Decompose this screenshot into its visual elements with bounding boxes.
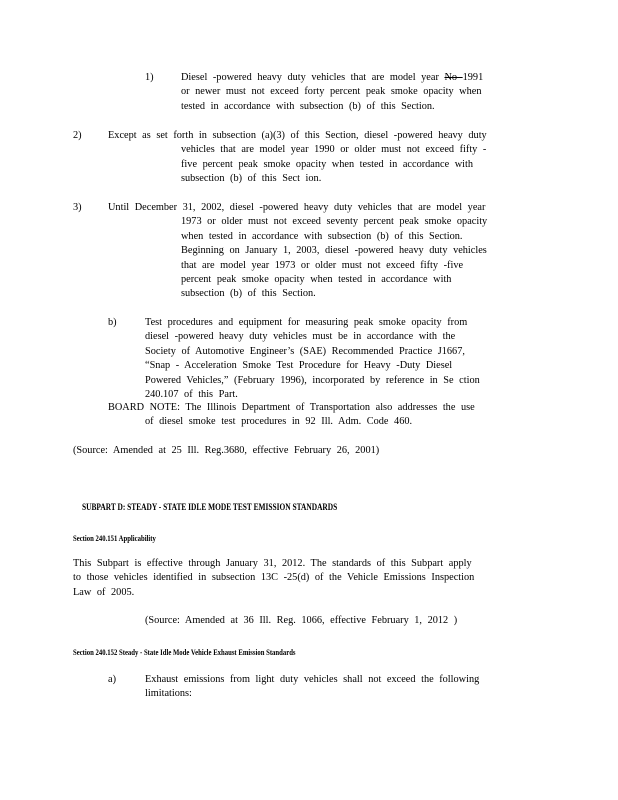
paragraph-1-line-1: Diesel -powered heavy duty vehicles that are model year No 1991 — [181, 72, 484, 83]
board-note — [108, 401, 475, 430]
paragraph-1-line-3: tested in accordance with subsection (b) of this Section. — [181, 100, 435, 112]
source-note-2: (Source: Amended at 36 Ill. Reg. 1066, effective February 1, 2012 ) — [145, 615, 458, 626]
item-label-b: b) — [108, 317, 117, 328]
paragraph-a — [145, 673, 479, 702]
paragraph-b-line-6: 240.107 of this Part. — [145, 389, 238, 401]
paragraph-2-line-3: five percent peak smoke opacity when tested in accordance with — [181, 158, 474, 170]
section-240-151-heading: Section 240.151 Applicability — [73, 533, 156, 543]
paragraph-a-line-2: limitations: — [145, 688, 192, 700]
paragraph-b-line-3: Society of Automotive Engineer’s (SAE) Recommended Practice J1667, — [145, 345, 465, 357]
section-240-152-heading: Section 240.152 Steady - State Idle Mode Vehicle Exhaust Emission Standards — [73, 647, 296, 657]
paragraph-2-line-4: subsection (b) of this Sect ion. — [181, 173, 322, 185]
paragraph-3-line-3: when tested in accordance with subsection (b) of this Section. — [181, 230, 463, 242]
item-label-a: a) — [108, 674, 116, 685]
paragraph-3 — [108, 201, 487, 302]
applicability-line-1: This Subpart is effective through January 31, 2012. The standards of this Subpart apply — [73, 558, 472, 569]
paragraph-b — [145, 316, 480, 402]
paragraph-b-line-2: diesel -powered heavy duty vehicles must be in accordance with the — [145, 331, 456, 343]
paragraph-3-line-2: 1973 or older must not exceed seventy percent peak smoke opacity — [181, 216, 488, 228]
source-note-1: (Source: Amended at 25 Ill. Reg.3680, effective February 26, 2001) — [73, 445, 380, 456]
paragraph-b-line-4: “Snap - Acceleration Smoke Test Procedure for Heavy -Duty Diesel — [145, 360, 453, 372]
applicability-line-2: to those vehicles identified in subsection 13C -25(d) of the Vehicle Emissions Inspection — [73, 572, 475, 584]
item-label-1: 1) — [145, 72, 154, 83]
paragraph-3-line-6: percent peak smoke opacity when tested in accordance with — [181, 274, 452, 286]
paragraph-a-line-1: Exhaust emissions from light duty vehicles shall not exceed the following — [145, 674, 480, 685]
paragraph-2 — [108, 129, 487, 187]
paragraph-3-line-5: that are model year 1973 or older must not exceed fifty -five — [181, 259, 464, 271]
paragraph-1 — [181, 71, 483, 114]
board-note-line-1: BOARD NOTE: The Illinois Department of Transportation also addresses the use — [108, 402, 475, 413]
board-note-line-2: of diesel smoke test procedures in 92 Ill. Adm. Code 460. — [145, 416, 413, 428]
applicability-line-3: Law of 2005. — [73, 586, 135, 598]
paragraph-1-line-2: or newer must not exceed forty percent peak smoke opacity when — [181, 86, 482, 98]
item-label-2: 2) — [73, 130, 82, 141]
paragraph-3-line-1: Until December 31, 2002, diesel -powered heavy duty vehicles that are model year — [108, 202, 486, 213]
applicability-paragraph — [73, 557, 474, 600]
paragraph-b-line-1: Test procedures and equipment for measuring peak smoke opacity from — [145, 317, 468, 328]
paragraph-3-line-4: Beginning on January 1, 2003, diesel -powered heavy duty vehicles — [181, 245, 487, 257]
paragraph-3-line-7: subsection (b) of this Section. — [181, 288, 316, 300]
paragraph-2-line-2: vehicles that are model year 1990 or older must not exceed fifty - — [181, 144, 487, 156]
struck-text: No — [444, 72, 463, 83]
paragraph-2-line-1: Except as set forth in subsection (a)(3) of this Section, diesel -powered heavy duty — [108, 130, 487, 141]
item-label-3: 3) — [73, 202, 82, 213]
subpart-heading: SUBPART D: STEADY - STATE IDLE MODE TEST EMISSION STANDARDS — [82, 503, 338, 513]
paragraph-b-line-5: Powered Vehicles,” (February 1996), incorporated by reference in Se ction — [145, 374, 480, 386]
